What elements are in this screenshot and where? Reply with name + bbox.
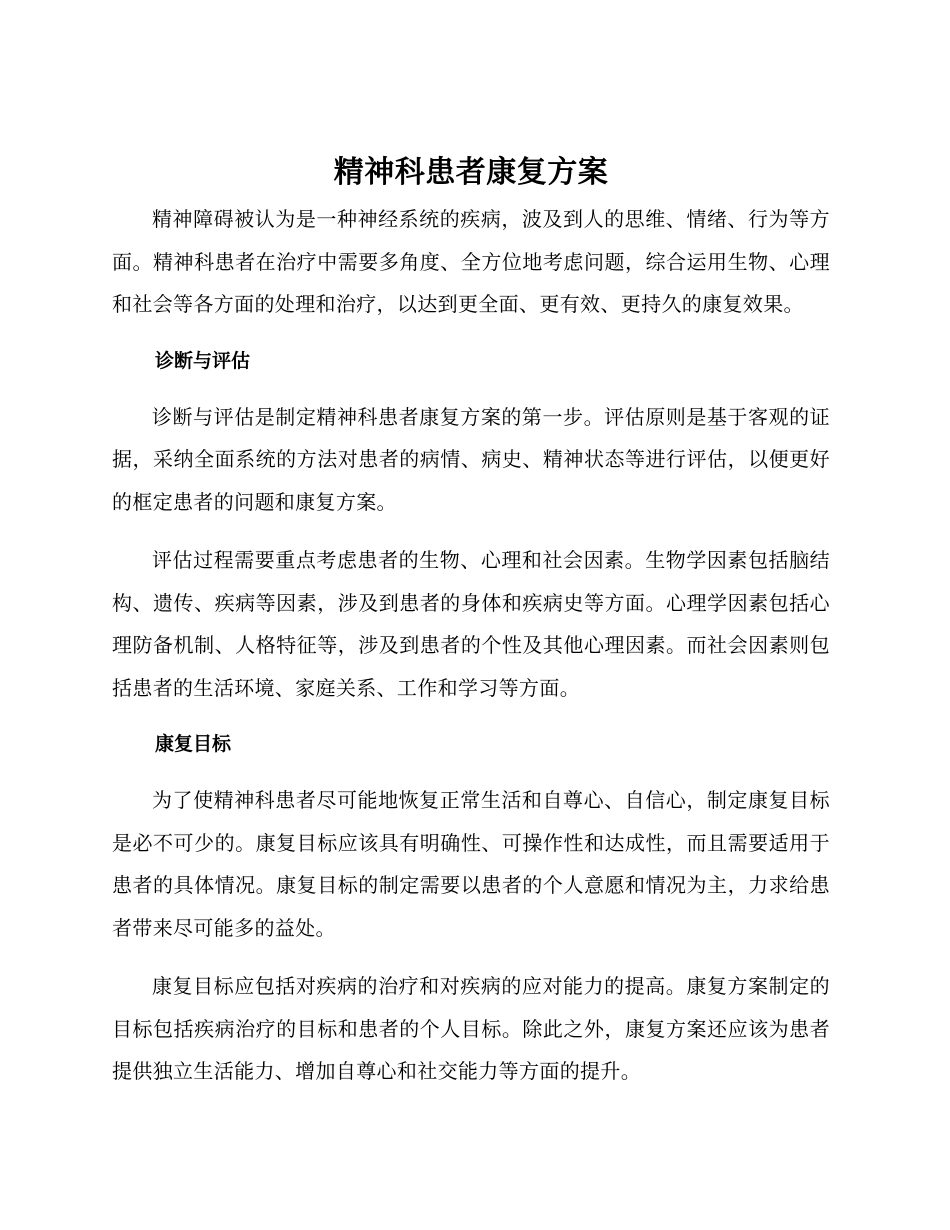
intro-paragraph: 精神障碍被认为是一种神经系统的疾病，波及到人的思维、情绪、行为等方面。精神科患者在治疗中需要多角度、全方位地考虑问题，综合运用生物、心理和社会等各方面的处理和治疗，以达到更全面、更有效、更持久的康复效果。 bbox=[112, 207, 830, 316]
section-heading-goals: 康复目标 bbox=[155, 733, 232, 755]
section-heading-diagnosis: 诊断与评估 bbox=[155, 349, 251, 372]
goals-paragraph-1: 为了使精神科患者尽可能地恢复正常生活和自尊心、自信心，制定康复目标是必不可少的。康复目标应该具有明确性、可操作性和达成性，而且需要适用于患者的具体情况。康复目标的制定需要以患者的个人意愿和情况为主，力求给患者带来尽可能多的益处。 bbox=[112, 788, 830, 940]
goals-paragraph-2: 康复目标应包括对疾病的治疗和对疾病的应对能力的提高。康复方案制定的目标包括疾病治疗的目标和患者的个人目标。除此之外，康复方案还应该为患者提供独立生活能力、增加自尊心和社交能力等方面的提升。 bbox=[112, 974, 830, 1083]
diagnosis-paragraph-1: 诊断与评估是制定精神科患者康复方案的第一步。评估原则是基于客观的证据，采纳全面系统的方法对患者的病情、病史、精神状态等进行评估，以便更好的框定患者的问题和康复方案。 bbox=[112, 404, 830, 514]
diagnosis-paragraph-2: 评估过程需要重点考虑患者的生物、心理和社会因素。生物学因素包括脑结构、遗传、疾病等因素，涉及到患者的身体和疾病史等方面。心理学因素包括心理防备机制、人格特征等，涉及到患者的个性及其他心理因素。而社会因素则包括患者的生活环境、家庭关系、工作和学习等方面。 bbox=[112, 548, 830, 700]
document-title: 精神科患者康复方案 bbox=[333, 155, 609, 190]
document-body bbox=[112, 150, 830, 1093]
